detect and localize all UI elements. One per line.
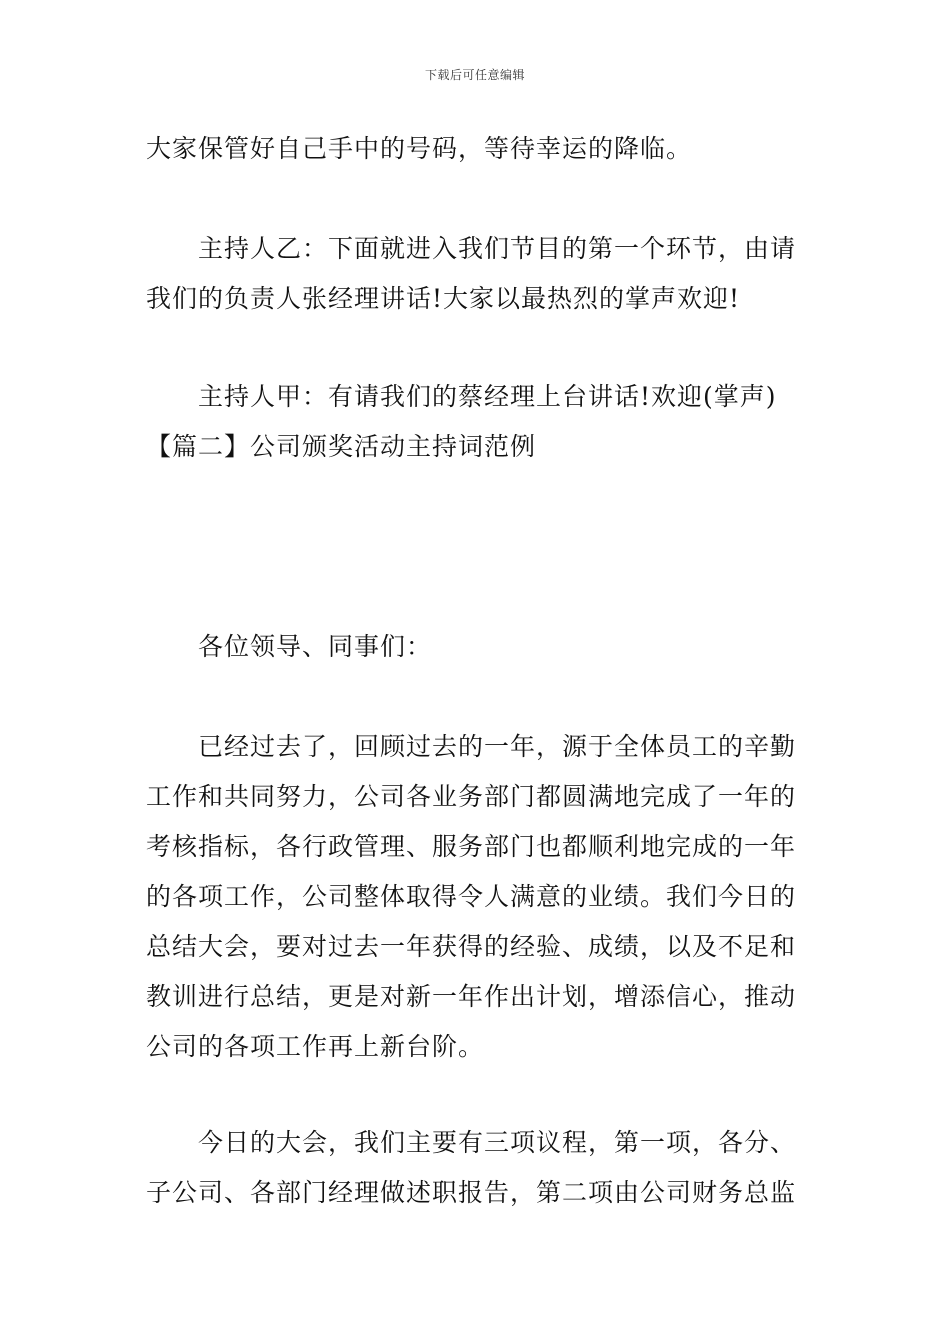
text-line: 主持人乙：下面就进入我们节目的第一个环节，由请 (198, 234, 797, 263)
text-line: 工作和共同努力，公司各业务部门都圆满地完成了一年的 (146, 782, 797, 811)
paragraph-6 (146, 1118, 808, 1218)
paragraph-4 (146, 622, 808, 672)
text-line: 我们的负责人张经理讲话!大家以最热烈的掌声欢迎! (146, 284, 741, 313)
paragraph-3 (146, 372, 808, 472)
paragraph-2 (146, 224, 808, 324)
text-line: 教训进行总结，更是对新一年作出计划，增添信心，推动 (146, 982, 797, 1011)
paragraph-5 (146, 722, 808, 1072)
text-line: 总结大会，要对过去一年获得的经验、成绩，以及不足和 (146, 932, 797, 961)
text-line: 公司的各项工作再上新台阶。 (146, 1032, 485, 1061)
text-line: 考核指标，各行政管理、服务部门也都顺利地完成的一年 (146, 832, 797, 861)
section-heading: 【篇二】公司颁奖活动主持词范例 (146, 432, 537, 461)
text-line: 子公司、各部门经理做述职报告，第二项由公司财务总监 (146, 1178, 797, 1207)
text-line: 今日的大会，我们主要有三项议程，第一项，各分、 (198, 1128, 797, 1157)
paragraph-1 (146, 124, 808, 174)
text-line: 大家保管好自己手中的号码，等待幸运的降临。 (146, 134, 693, 163)
page-header-note: 下载后可任意编辑 (424, 68, 525, 82)
salutation: 各位领导、同事们： (198, 632, 433, 661)
text-line: 的各项工作，公司整体取得令人满意的业绩。我们今日的 (146, 882, 797, 911)
text-line: 已经过去了，回顾过去的一年，源于全体员工的辛勤 (198, 732, 797, 761)
text-line: 主持人甲：有请我们的蔡经理上台讲话!欢迎(掌声) (198, 382, 777, 411)
